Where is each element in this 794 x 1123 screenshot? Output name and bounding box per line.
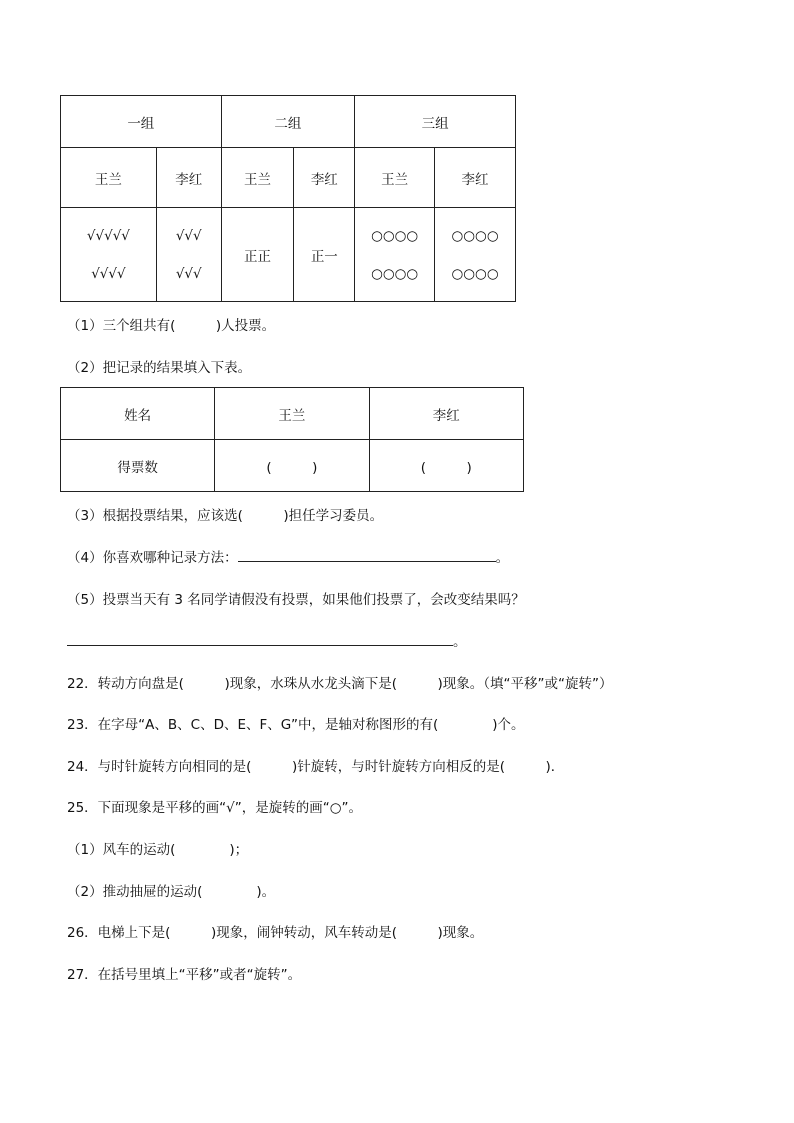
problem-27: 27．在括号里填上“平移”或者“旋转”。 bbox=[67, 967, 302, 983]
name-cell: 王兰 bbox=[355, 148, 435, 208]
answer-cell[interactable]: ( ) bbox=[215, 440, 369, 492]
question-5-end: 。 bbox=[453, 634, 467, 650]
tally-cell bbox=[156, 208, 221, 302]
tally-line: ○○○○ bbox=[371, 227, 419, 244]
group-1-header: 一组 bbox=[61, 96, 222, 148]
answer-line[interactable] bbox=[238, 547, 496, 562]
tally-line: √√√ bbox=[175, 227, 202, 244]
problem-22: 22．转动方向盘是( )现象，水珠从水龙头滴下是( )现象。（填“平移”或“旋转”） bbox=[67, 676, 613, 692]
header-cell: 姓名 bbox=[61, 388, 215, 440]
tally-line: ○○○○ bbox=[451, 265, 499, 282]
problem-25: 25．下面现象是平移的画“√”，是旋转的画“○”。 bbox=[67, 800, 363, 816]
question-4-end: 。 bbox=[495, 550, 510, 566]
problem-25-2: （2）推动抽屉的运动( )。 bbox=[67, 884, 276, 900]
question-1: （1）三个组共有( )人投票。 bbox=[67, 318, 276, 334]
question-3: （3）根据投票结果，应该选( )担任学习委员。 bbox=[67, 508, 384, 524]
problem-26: 26．电梯上下是( )现象，闹钟转动，风车转动是( )现象。 bbox=[67, 925, 484, 941]
name-cell: 李红 bbox=[156, 148, 221, 208]
tally-line: √√√√√ bbox=[86, 227, 130, 244]
tally-cell bbox=[355, 208, 435, 302]
name-cell: 李红 bbox=[294, 148, 355, 208]
problem-24: 24．与时针旋转方向相同的是( )针旋转，与时针旋转方向相反的是( )． bbox=[67, 759, 565, 775]
tally-line: ○○○○ bbox=[451, 227, 499, 244]
vote-record-table bbox=[60, 95, 516, 302]
answer-cell[interactable]: ( ) bbox=[369, 440, 523, 492]
tally-cell bbox=[61, 208, 157, 302]
question-4-text: （4）你喜欢哪种记录方法： bbox=[67, 550, 238, 566]
name-cell: 王兰 bbox=[61, 148, 157, 208]
tally-line: ○○○○ bbox=[371, 265, 419, 282]
header-cell: 李红 bbox=[369, 388, 523, 440]
name-cell: 王兰 bbox=[221, 148, 294, 208]
problem-23: 23．在字母“A、B、C、D、E、F、G”中，是轴对称图形的有( )个。 bbox=[67, 717, 525, 733]
tally-cell: 正正 bbox=[221, 208, 294, 302]
group-2-header: 二组 bbox=[221, 96, 355, 148]
tally-cell bbox=[435, 208, 516, 302]
group-3-header: 三组 bbox=[355, 96, 516, 148]
row-label: 得票数 bbox=[61, 440, 215, 492]
tally-cell: 正一 bbox=[294, 208, 355, 302]
question-2: （2）把记录的结果填入下表。 bbox=[67, 360, 252, 376]
result-table bbox=[60, 387, 524, 492]
name-cell: 李红 bbox=[435, 148, 516, 208]
question-4 bbox=[67, 546, 509, 566]
tally-line: √√√√ bbox=[91, 265, 126, 282]
question-5-answer bbox=[67, 630, 467, 650]
tally-line: √√√ bbox=[175, 265, 202, 282]
problem-25-1: （1）风车的运动( )； bbox=[67, 842, 249, 858]
question-5: （5）投票当天有 3 名同学请假没有投票，如果他们投票了，会改变结果吗？ bbox=[67, 592, 525, 608]
header-cell: 王兰 bbox=[215, 388, 369, 440]
answer-line[interactable] bbox=[67, 631, 453, 646]
